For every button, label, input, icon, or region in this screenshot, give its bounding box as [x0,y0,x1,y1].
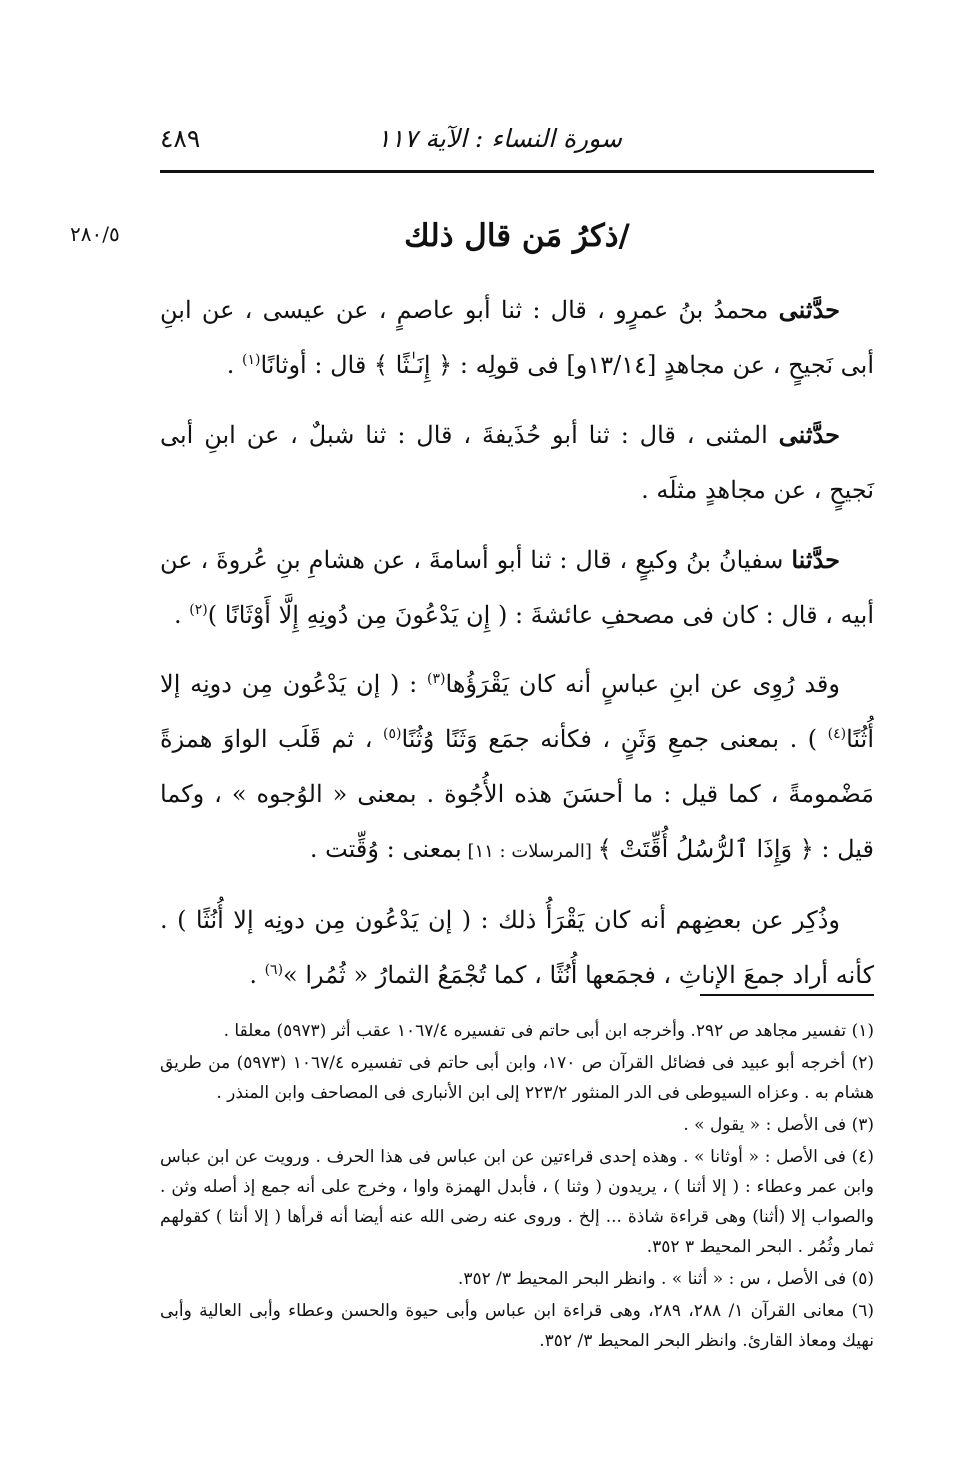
footnote-marker: (٢) [189,602,208,618]
paragraph-text: وذُكِر عن بعضِهم أنه كان يَقْرَأُ ذلك : ( إن يَدْعُون مِن دونِه إلا أُنُثًا ) . كأنه أراد جمعَ الإناثِ ، فجمَعها أُنُثًا ، كما تُجْمَعُ الثمارُ « ثُمُرا » [160,906,874,989]
narration-lead: حدَّثنا [791,545,840,574]
footnote-marker: (٥) [383,726,402,742]
paragraph-text: ) . بمعنى جمعِ وَثَنٍ ، فكأنه جمَع وَثَنًا وُثُنًا [401,725,828,753]
footnote-marker: (٤) [827,726,847,742]
page-header [160,118,872,162]
paragraph-5 [160,893,874,1003]
paragraph-text: بمعنى : وُقِّتت . [309,835,462,863]
footnote-marker: (١) [242,352,261,368]
footnote-2: (٢) أخرجه أبو عبيد فى فضائل القرآن ص ١٧٠، وابن أبى حاتم فى تفسيره ١٠٦٧/٤ (٥٩٧٣) من طريق هشام به . وعزاه السيوطى فى الدر المنثور ٢٢٣/٢ إلى ابن الأنبارى فى المصاحف وابن المنذر . [160,1053,874,1103]
footnote-6: (٦) معانى القرآن ١/ ٢٨٨، ٢٨٩، وهى قراءة ابن عباس وأبى حيوة والحسن وعطاء وأبى العالية وأبى نهيك ومعاذ القارئ. وانظر البحر المحيط ٣/ ٣٥٢. [160,1301,874,1351]
page-number: ٤٨٩ [160,124,201,153]
paragraph-3 [160,532,874,643]
paragraph-2 [160,407,874,518]
paragraph-text: محمدُ بنُ عمرٍو ، قال : ثنا أبو عاصمٍ ، عن عيسى ، عن ابنِ أبى نَجيحٍ ، عن مجاهدٍ [١٣/١٤و] فى قولِه : ﴿ إِنَـٰثًا ﴾ قال : أوثانًا [160,296,874,379]
paragraph-text: ، ثم قَلَب الواوَ همزةً مَضْمومةً ، كما قيل : ما أحسَنَ هذه الأُجُوة . بمعنى « الوُجوه » ، وكما قيل : ﴿ وَإِذَا ٱلرُّسُلُ أُقِّتَتْ ﴾ [160,725,874,863]
section-title: /ذكرُ مَن قال ذلك [404,218,630,254]
margin-reference: ٢٨٠/٥ [70,222,120,246]
footnote-3: (٣) فى الأصل : « يقول » . [683,1115,874,1135]
paragraph-tail: . [226,351,243,379]
footnote-marker: (٦) [264,962,284,978]
narration-lead: حدَّثنى [778,420,840,449]
paragraph-tail: . [249,961,265,989]
paragraph-text: : ( إن يَدْعُون مِن دونِه إلا أُثُنًا [160,670,874,753]
paragraph-tail: . [173,601,190,629]
paragraph-text: المثنى ، قال : ثنا أبو حُذَيفةَ ، قال : ثنا شبلٌ ، عن ابنِ أبى نَجيحٍ ، عن مجاهدٍ مثلَه . [160,421,874,504]
footnotes [160,1016,874,1358]
footnote-4: (٤) فى الأصل : « أوثانا » . وهذه إحدى قراءتين عن ابن عباس فى هذا الحرف . ورويت عن ابن عباس وابن عمر وعطاء : ( إلا أثنا ) ، يريدون ( وثنا ) ، فأبدل الهمزة واوا ، وخرج على أنه جمع إذ أصله وثن . والصواب إلا (أثنا) وهى قراءة شاذة ... إلخ . وروى عنه رضى الله عنه أيضا أنه قرأها ( إلا أنثا ) كقولهم ثمار وثُمُر . البحر المحيط ٣ ٣٥٢. [160,1147,874,1257]
quran-reference: [المرسلات : ١١] [461,841,598,862]
footnote-1: (١) تفسير مجاهد ص ٢٩٢. وأخرجه ابن أبى حاتم فى تفسيره ١٠٦٧/٤ عقب أثر (٥٩٧٣) معلقا . [223,1021,874,1041]
paragraph-text: سفيانُ بنُ وكيعٍ ، قال : ثنا أبو أسامةَ ، عن هشامِ بنِ عُروةَ ، عن أبيه ، قال : كان فى مصحفِ عائشةَ : ( إِن يَدْعُونَ مِن دُونِهِ إِلَّا أَوْثَانًا ) [160,546,874,629]
paragraph-4 [160,657,874,879]
footnote-5: (٥) فى الأصل ، س : « أثنا » . وانظر البحر المحيط ٣/ ٣٥٢. [457,1269,874,1289]
footnote-separator [700,994,874,996]
header-rule [160,170,874,173]
main-text [160,282,874,1003]
narration-lead: حدَّثنى [778,295,840,324]
paragraph-1 [160,282,874,393]
footnote-marker: (٣) [427,671,446,687]
surah-heading: سورة النساء : الآية ١١٧ [377,124,622,153]
paragraph-text: وقد رُوِى عن ابنِ عباسٍ أنه كان يَقْرَؤُها [445,670,840,698]
